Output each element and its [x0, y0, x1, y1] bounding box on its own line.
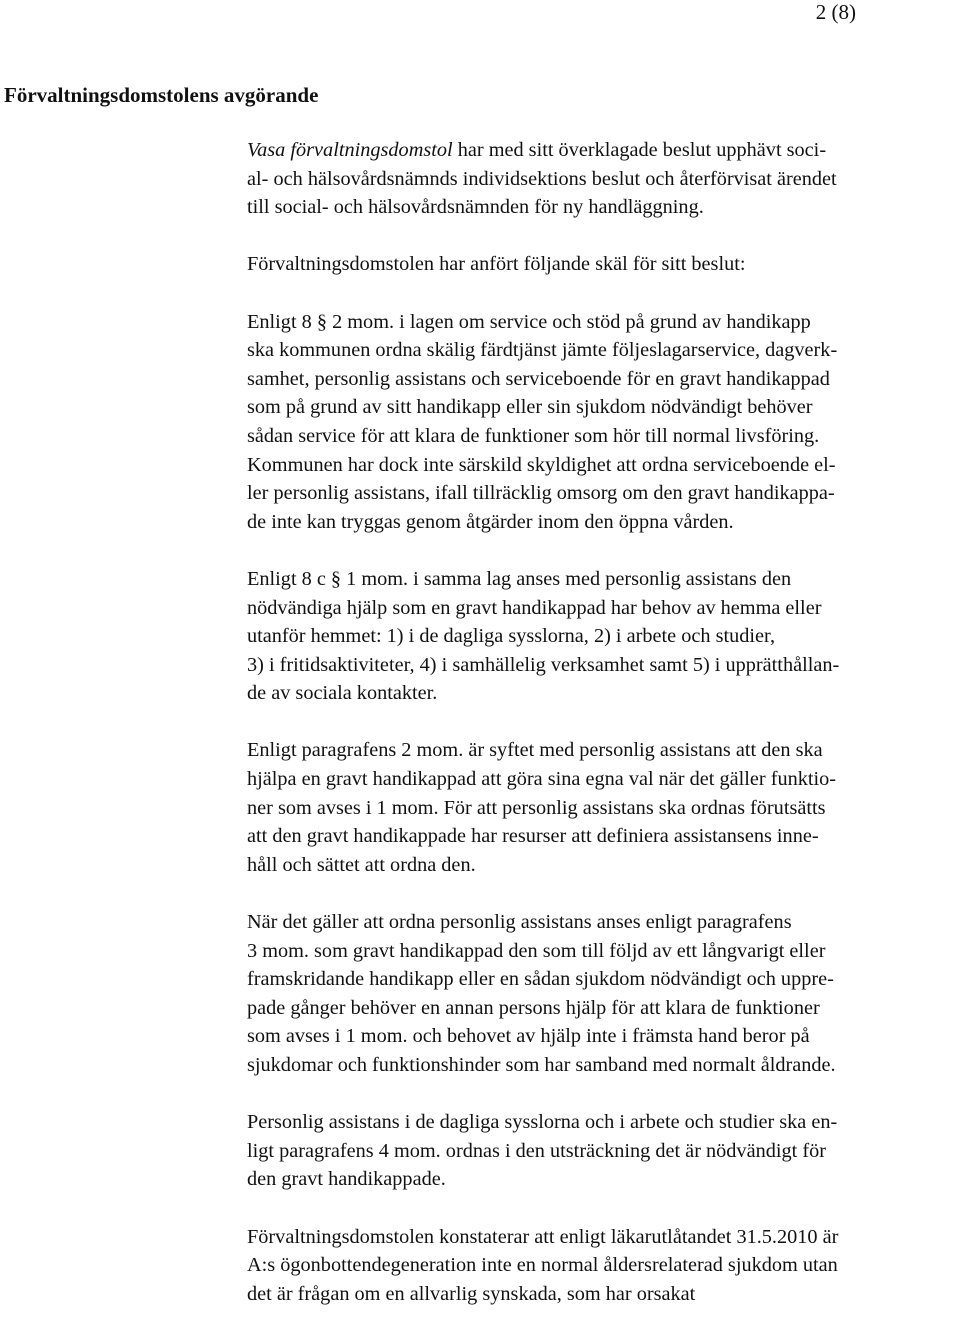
text-line [247, 1051, 957, 1080]
line-text: A:s ögonbottendegeneration inte en normal åldersrelaterad sjukdom utan [247, 1254, 838, 1277]
text-line [247, 336, 957, 365]
paragraph [247, 736, 957, 879]
text-line [247, 765, 957, 794]
text-line [247, 651, 957, 680]
line-text: de inte kan tryggas genom åtgärder inom den öppna vården. [247, 510, 734, 533]
line-text: de av sociala kontakter. [247, 682, 438, 705]
line-text: pade gånger behöver en annan persons hjälp för att klara de funktioner [247, 996, 820, 1019]
paragraph [247, 1223, 957, 1309]
text-line [247, 994, 957, 1023]
text-line [247, 1108, 957, 1137]
paragraph [247, 136, 957, 222]
line-text: Förvaltningsdomstolen konstaterar att enligt läkarutlåtandet 31.5.2010 är [247, 1225, 839, 1248]
text-line [247, 736, 957, 765]
paragraph [247, 565, 957, 708]
line-text: har med sitt överklagade beslut upphävt soci- [452, 139, 827, 161]
text-line [247, 1165, 957, 1194]
line-text: framskridande handikapp eller en sådan sjukdom nödvändigt och uppre- [247, 968, 834, 991]
line-text: utanför hemmet: 1) i de dagliga sysslorna, 2) i arbete och studier, [247, 625, 776, 648]
text-line [247, 422, 957, 451]
line-text: ler personlig assistans, ifall tillräcklig omsorg om den gravt handikappa- [247, 482, 835, 505]
line-text: att den gravt handikappade har resurser att definiera assistansens inne- [247, 825, 819, 848]
line-text: nödvändiga hjälp som en gravt handikappad har behov av hemma eller [247, 596, 822, 619]
line-text: Personlig assistans i de dagliga sysslorna och i arbete och studier ska en- [247, 1111, 838, 1134]
decision-body [247, 136, 957, 1337]
text-line [247, 622, 957, 651]
line-text: ska kommunen ordna skälig färdtjänst jämte följeslagarservice, dagverk- [247, 339, 838, 362]
text-line [247, 1223, 957, 1252]
text-line [247, 822, 957, 851]
text-line [247, 165, 957, 194]
text-line [247, 508, 957, 537]
line-text: Förvaltningsdomstolen har anfört följande skäl för sitt beslut: [247, 253, 746, 276]
text-line [247, 479, 957, 508]
text-line [247, 1251, 957, 1280]
line-text: ner som avses i 1 mom. För att personlig assistans ska ordnas förutsätts [247, 796, 826, 819]
line-text: håll och sättet att ordna den. [247, 853, 476, 876]
line-text: Enligt paragrafens 2 mom. är syftet med personlig assistans att den ska [247, 739, 823, 762]
text-line [247, 365, 957, 394]
line-text: 3 mom. som gravt handikappad den som till följd av ett långvarigt eller [247, 939, 826, 962]
line-text: som avses i 1 mom. och behovet av hjälp inte i främsta hand beror på [247, 1025, 810, 1048]
paragraph [247, 250, 957, 279]
text-line [247, 451, 957, 480]
line-text: al- och hälsovårdsnämnds individsektions beslut och återförvisat ärendet [247, 167, 837, 190]
text-line [247, 250, 957, 279]
paragraph [247, 908, 957, 1080]
line-text: till social- och hälsovårdsnämnden för ny handläggning. [247, 196, 704, 219]
paragraph [247, 1108, 957, 1194]
text-line [247, 393, 957, 422]
text-line [247, 679, 957, 708]
text-line [247, 308, 957, 337]
text-line [247, 937, 957, 966]
court-name: Vasa förvaltningsdomstol [247, 139, 453, 161]
text-line [247, 136, 957, 165]
text-line [247, 594, 957, 623]
line-text: sådan service för att klara de funktioner som hör till normal livsföring. [247, 424, 820, 447]
text-line [247, 908, 957, 937]
line-text: ligt paragrafens 4 mom. ordnas i den utsträckning det är nödvändigt för [247, 1139, 826, 1162]
line-text: det är frågan om en allvarlig synskada, som har orsakat [247, 1282, 696, 1305]
line-text: den gravt handikappade. [247, 1168, 446, 1191]
line-text: som på grund av sitt handikapp eller sin sjukdom nödvändigt behöver [247, 396, 813, 419]
section-heading: Förvaltningsdomstolens avgörande [4, 83, 319, 107]
page-number: 2 (8) [815, 0, 856, 24]
text-line [247, 1280, 957, 1309]
text-line [247, 1137, 957, 1166]
text-line [247, 794, 957, 823]
line-text: Kommunen har dock inte särskild skyldighet att ordna serviceboende el- [247, 453, 836, 476]
line-text: Enligt 8 c § 1 mom. i samma lag anses med personlig assistans den [247, 567, 792, 590]
line-text: När det gäller att ordna personlig assistans anses enligt paragrafens [247, 911, 792, 934]
line-text: samhet, personlig assistans och serviceboende för en gravt handikappad [247, 367, 830, 390]
text-line [247, 193, 957, 222]
line-text: hjälpa en gravt handikappad att göra sina egna val när det gäller funktio- [247, 768, 837, 791]
paragraph [247, 308, 957, 537]
text-line [247, 851, 957, 880]
text-line [247, 965, 957, 994]
line-text: Enligt 8 § 2 mom. i lagen om service och stöd på grund av handikapp [247, 310, 811, 333]
text-line [247, 565, 957, 594]
line-text: sjukdomar och funktionshinder som har samband med normalt åldrande. [247, 1054, 836, 1076]
line-text: 3) i fritidsaktiviteter, 4) i samhällelig verksamhet samt 5) i upprätthållan- [247, 653, 840, 676]
text-line [247, 1022, 957, 1051]
